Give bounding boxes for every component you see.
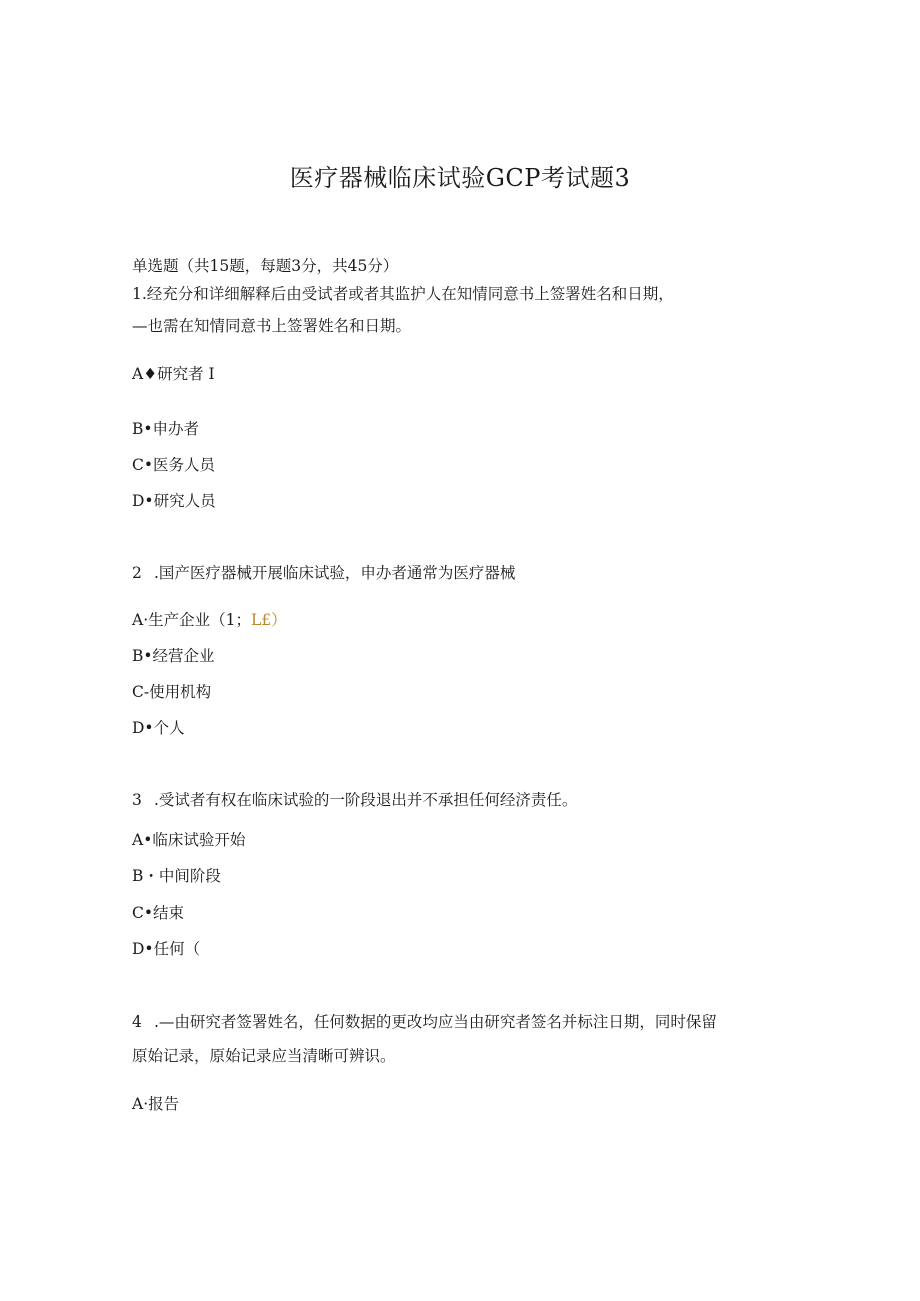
question-1-text-line-1: 1.经充分和详细解释后由受试者或者其监护人在知情同意书上签署姓名和日期， <box>132 285 674 303</box>
question-2-option-d: D•个人 <box>132 719 185 737</box>
question-2-option-c: C-使用机构 <box>132 683 212 701</box>
question-3-text <box>132 790 577 810</box>
question-1-text-line-2: —也需在知情同意书上签署姓名和日期。 <box>132 317 412 335</box>
question-2-option-a <box>132 610 287 630</box>
question-3-number: 3 <box>132 791 142 809</box>
question-2-option-a-label: A·生产企业（1； <box>132 611 251 629</box>
question-4-text-line-1: .—由研究者签署姓名，任何数据的更改均应当由研究者签名并标注日期，同时保留 <box>154 1013 717 1031</box>
question-2-number: 2 <box>132 564 142 582</box>
question-4-text <box>132 1012 717 1032</box>
question-4-text-line-2: 原始记录，原始记录应当清晰可辨识。 <box>132 1047 396 1065</box>
question-1-option-c: C•医务人员 <box>132 456 216 474</box>
question-4-option-a: A·报告 <box>132 1095 180 1113</box>
question-1-option-a: A♦研究者 I <box>132 365 215 383</box>
question-3-option-a: A•临床试验开始 <box>132 831 246 849</box>
question-2-text <box>132 563 515 583</box>
page-title: 医疗器械临床试验GCP考试题3 <box>289 164 631 192</box>
question-2-text-line-1: .国产医疗器械开展临床试验，申办者通常为医疗器械 <box>154 564 516 582</box>
question-3-option-c: C•结束 <box>132 904 185 922</box>
question-4-number: 4 <box>132 1013 142 1031</box>
section-header: 单选题（共15题，每题3分，共45分） <box>132 257 399 275</box>
question-3-text-line-1: .受试者有权在临床试验的一阶段退出并不承担任何经济责任。 <box>154 791 578 809</box>
question-1-option-d: D•研究人员 <box>132 492 216 510</box>
question-1-option-b: B•申办者 <box>132 420 200 438</box>
question-3-option-d: D•任何（ <box>132 940 201 958</box>
question-2-option-a-suffix: L£） <box>250 611 287 629</box>
question-3-option-b: B・中间阶段 <box>132 867 221 885</box>
question-2-option-b: B•经营企业 <box>132 647 215 665</box>
